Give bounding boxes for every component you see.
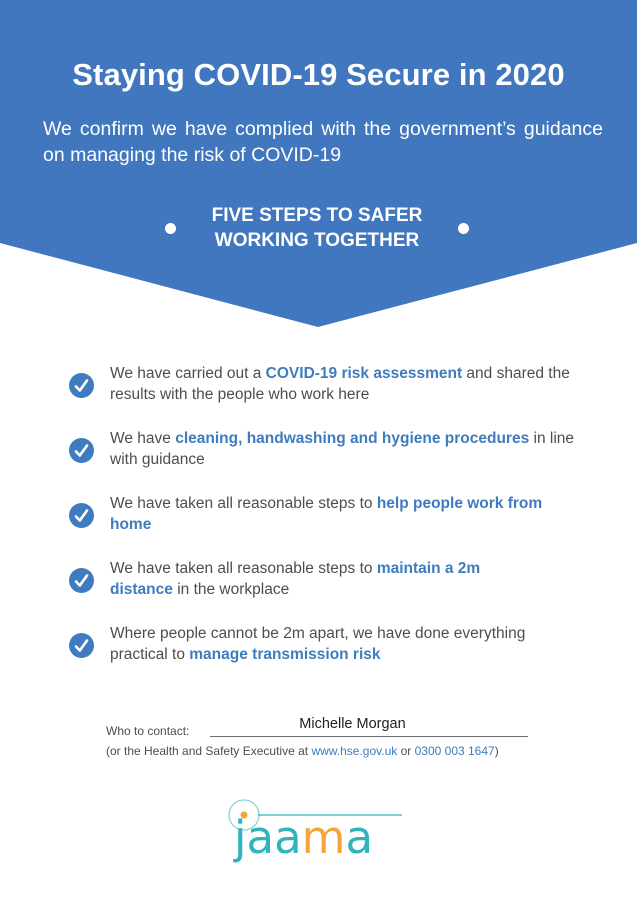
step-text: We have taken all reasonable steps to maintain a 2m distance in the workplace xyxy=(110,560,481,598)
check-icon xyxy=(68,502,95,529)
hse-phone-link[interactable]: 0300 003 1647 xyxy=(414,744,495,758)
bullet-dot-right xyxy=(458,223,469,234)
contact-label: Who to contact: xyxy=(106,724,190,738)
contact-section xyxy=(106,716,536,758)
steps-heading-line-2: WORKING TOGETHER xyxy=(214,230,420,251)
logo-text: jaama xyxy=(234,811,374,864)
header-banner xyxy=(0,0,637,330)
steps-heading-line-1: FIVE STEPS TO SAFER xyxy=(211,205,423,226)
step-text: Where people cannot be 2m apart, we have done everything practical to manage transmission risk xyxy=(110,625,526,663)
step-text: We have cleaning, handwashing and hygiene procedures in line with guidance xyxy=(110,430,575,468)
check-icon xyxy=(68,372,95,399)
check-icon xyxy=(68,632,95,659)
hse-website-link[interactable]: www.hse.gov.uk xyxy=(311,744,398,758)
steps-heading xyxy=(165,203,469,253)
page-title: Staying COVID-19 Secure in 2020 xyxy=(72,57,565,92)
contact-row xyxy=(106,716,536,738)
step-text: We have taken all reasonable steps to help people work from home xyxy=(110,495,543,533)
steps-heading-text xyxy=(176,203,458,253)
contact-note: (or the Health and Safety Executive at www.hse.gov.uk or 0300 003 1647) xyxy=(106,744,499,758)
step-text: We have carried out a COVID-19 risk assessment and shared the results with the people who work here xyxy=(110,365,570,403)
page-subtitle: We confirm we have complied with the government’s guidance on managing the risk of COVID-19 xyxy=(43,118,603,166)
check-icon xyxy=(68,567,95,594)
contact-name: Michelle Morgan xyxy=(299,716,406,732)
jaama-logo xyxy=(226,798,411,868)
contact-line xyxy=(210,736,528,737)
check-icon xyxy=(68,437,95,464)
bullet-dot-left xyxy=(165,223,176,234)
